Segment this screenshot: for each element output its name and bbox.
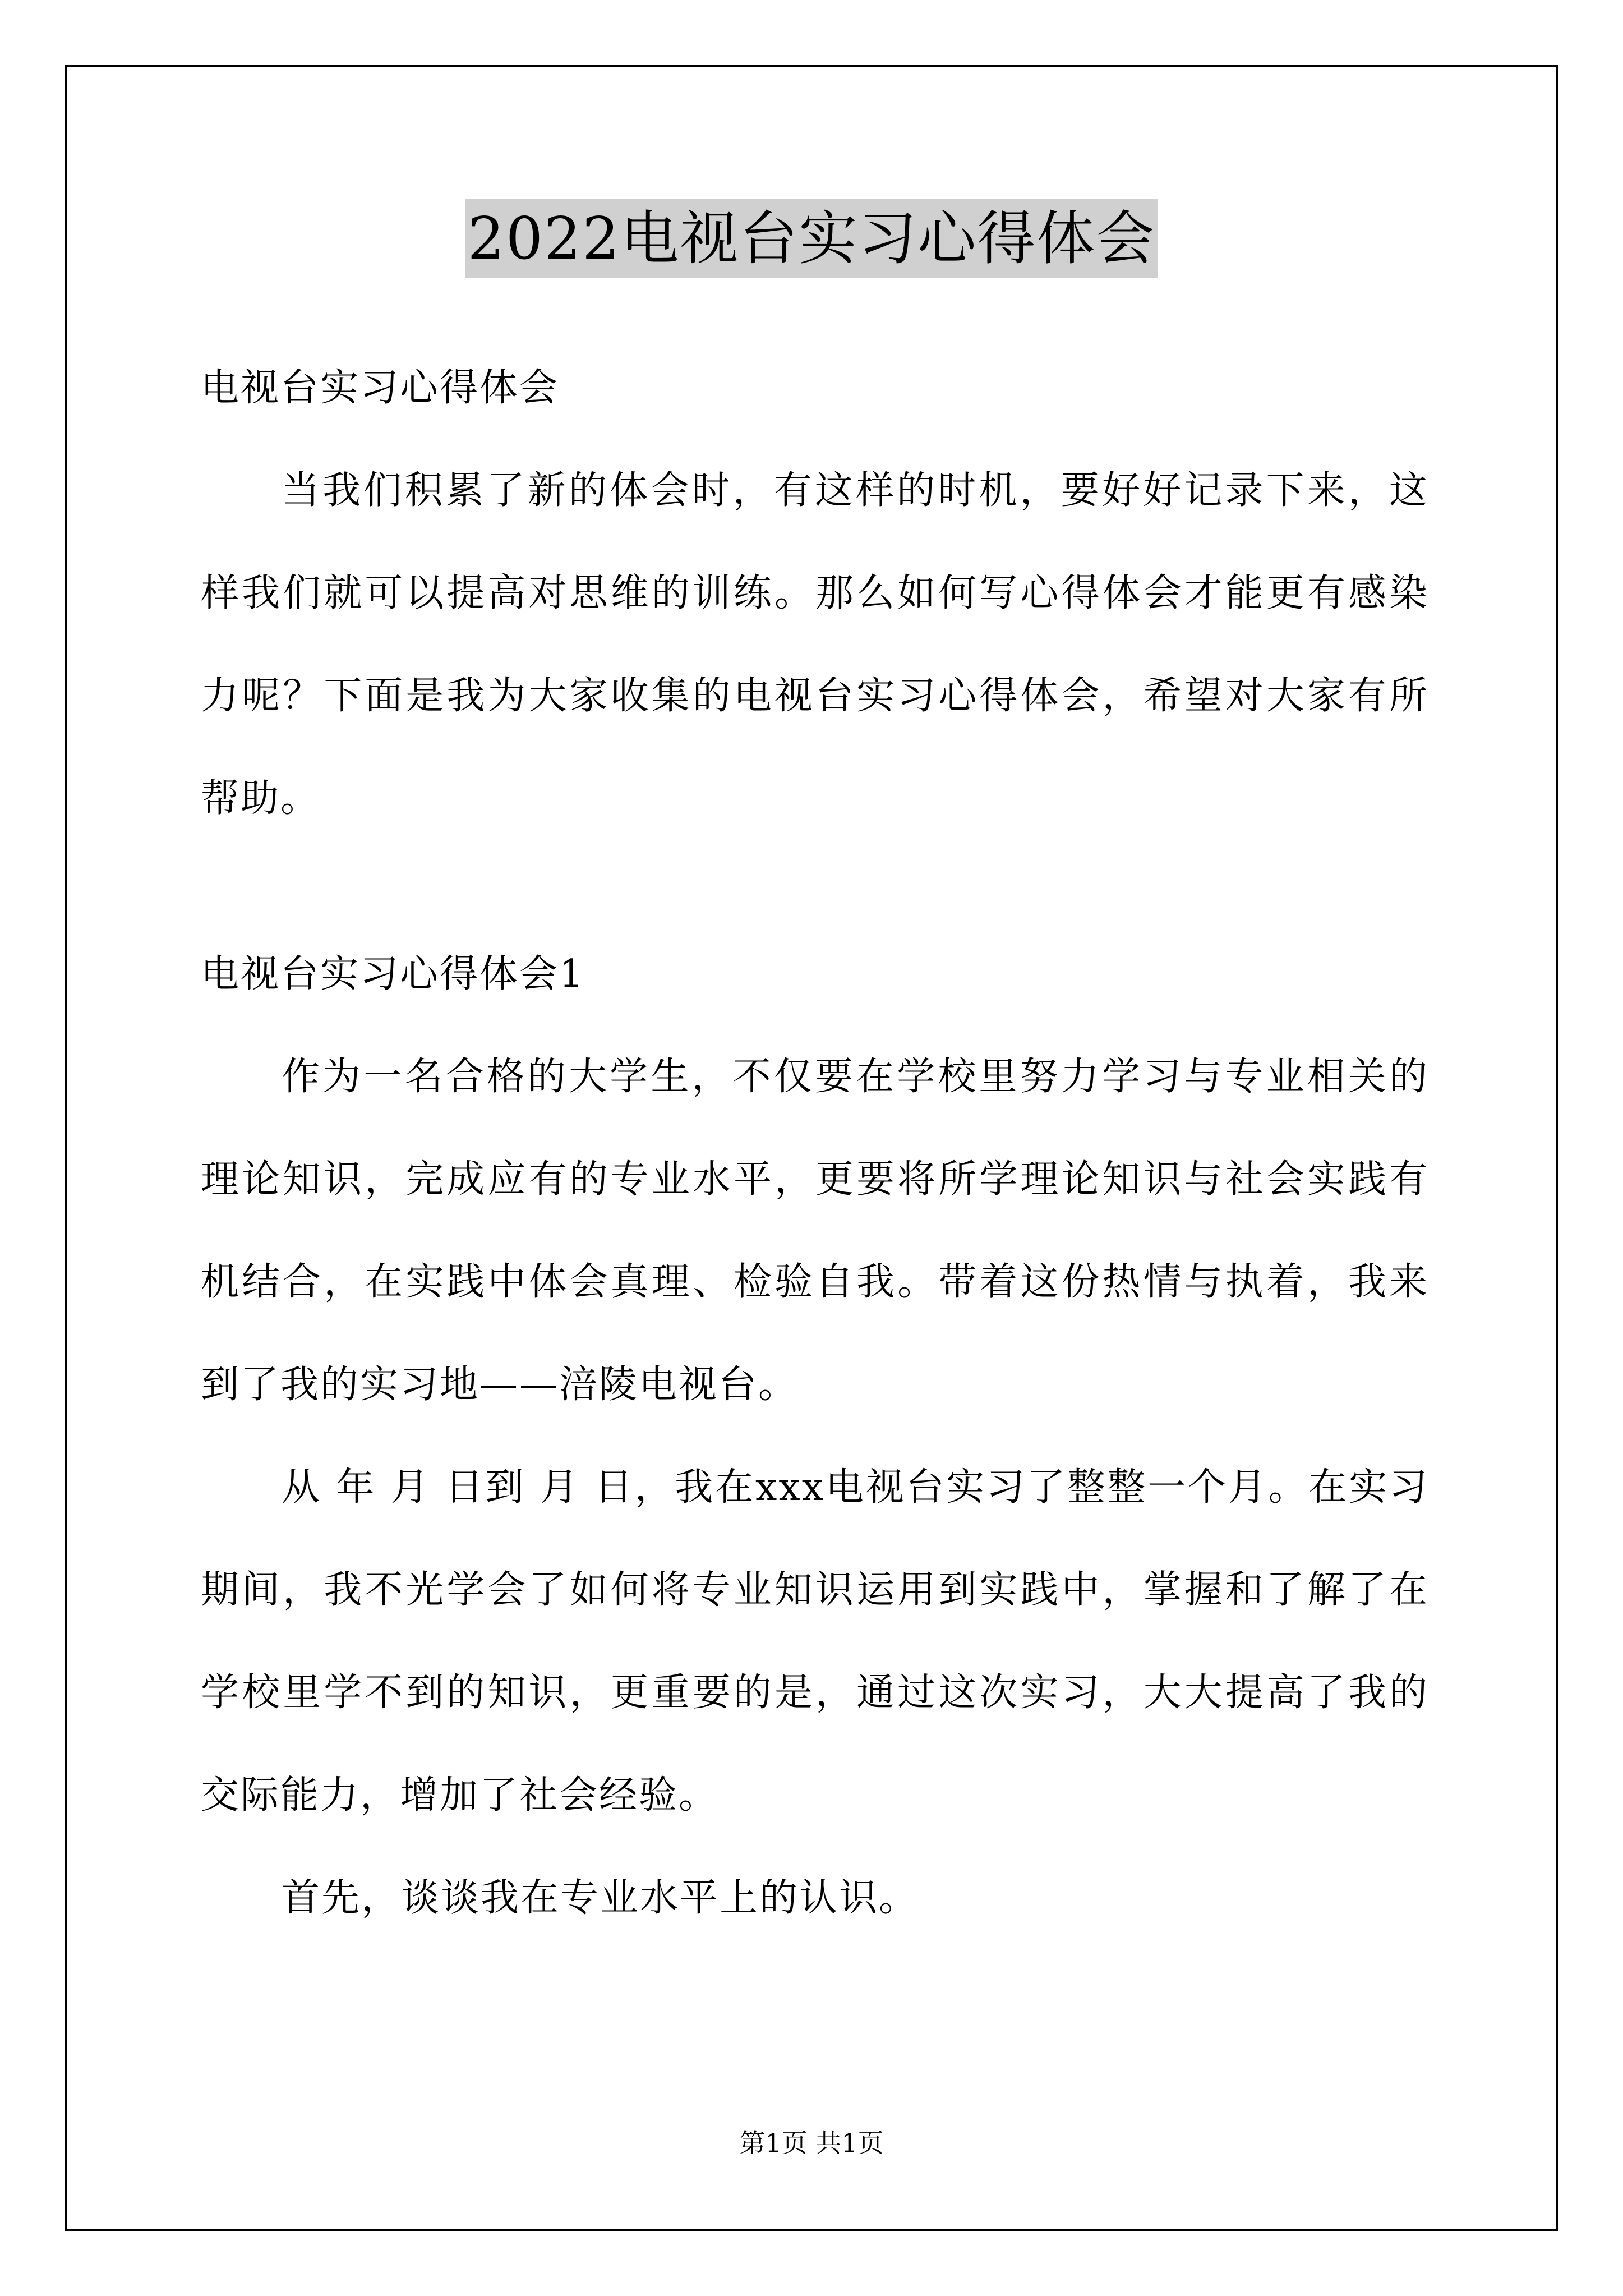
- section-heading: 电视台实习心得体会1: [201, 952, 585, 996]
- document-body: [201, 337, 1429, 1949]
- intro-heading: 电视台实习心得体会: [201, 366, 560, 410]
- intro-paragraph: 当我们积累了新的体会时，有这样的时机，要好好记录下来，这样我们就可以提高对思维的训练。那么如何写心得体会才能更有感染力呢？下面是我为大家收集的电视台实习心得体会，希望对大家有所帮助。: [201, 468, 1429, 821]
- body-paragraph: 作为一名合格的大学生，不仅要在学校里努力学习与专业相关的理论知识，完成应有的专业水平，更要将所学理论知识与社会实践有机结合，在实践中体会真理、检验自我。带着这份热情与执着，我来到了我的实习地——涪陵电视台。: [201, 1055, 1429, 1407]
- section-spacer: [201, 850, 1429, 923]
- document-title: 2022电视台实习心得体会: [465, 199, 1158, 278]
- body-paragraph: 从 年 月 日到 月 日，我在xxx电视台实习了整整一个月。在实习期间，我不光学会了如何将专业知识运用到实践中，掌握和了解了在学校里学不到的知识，更重要的是，通过这次实习，大大提高了我的交际能力，增加了社会经验。: [201, 1465, 1429, 1818]
- page-footer: 第1页 共1页: [739, 2128, 884, 2158]
- title-container: [0, 199, 1623, 278]
- body-paragraph: 首先，谈谈我在专业水平上的认识。: [282, 1876, 919, 1920]
